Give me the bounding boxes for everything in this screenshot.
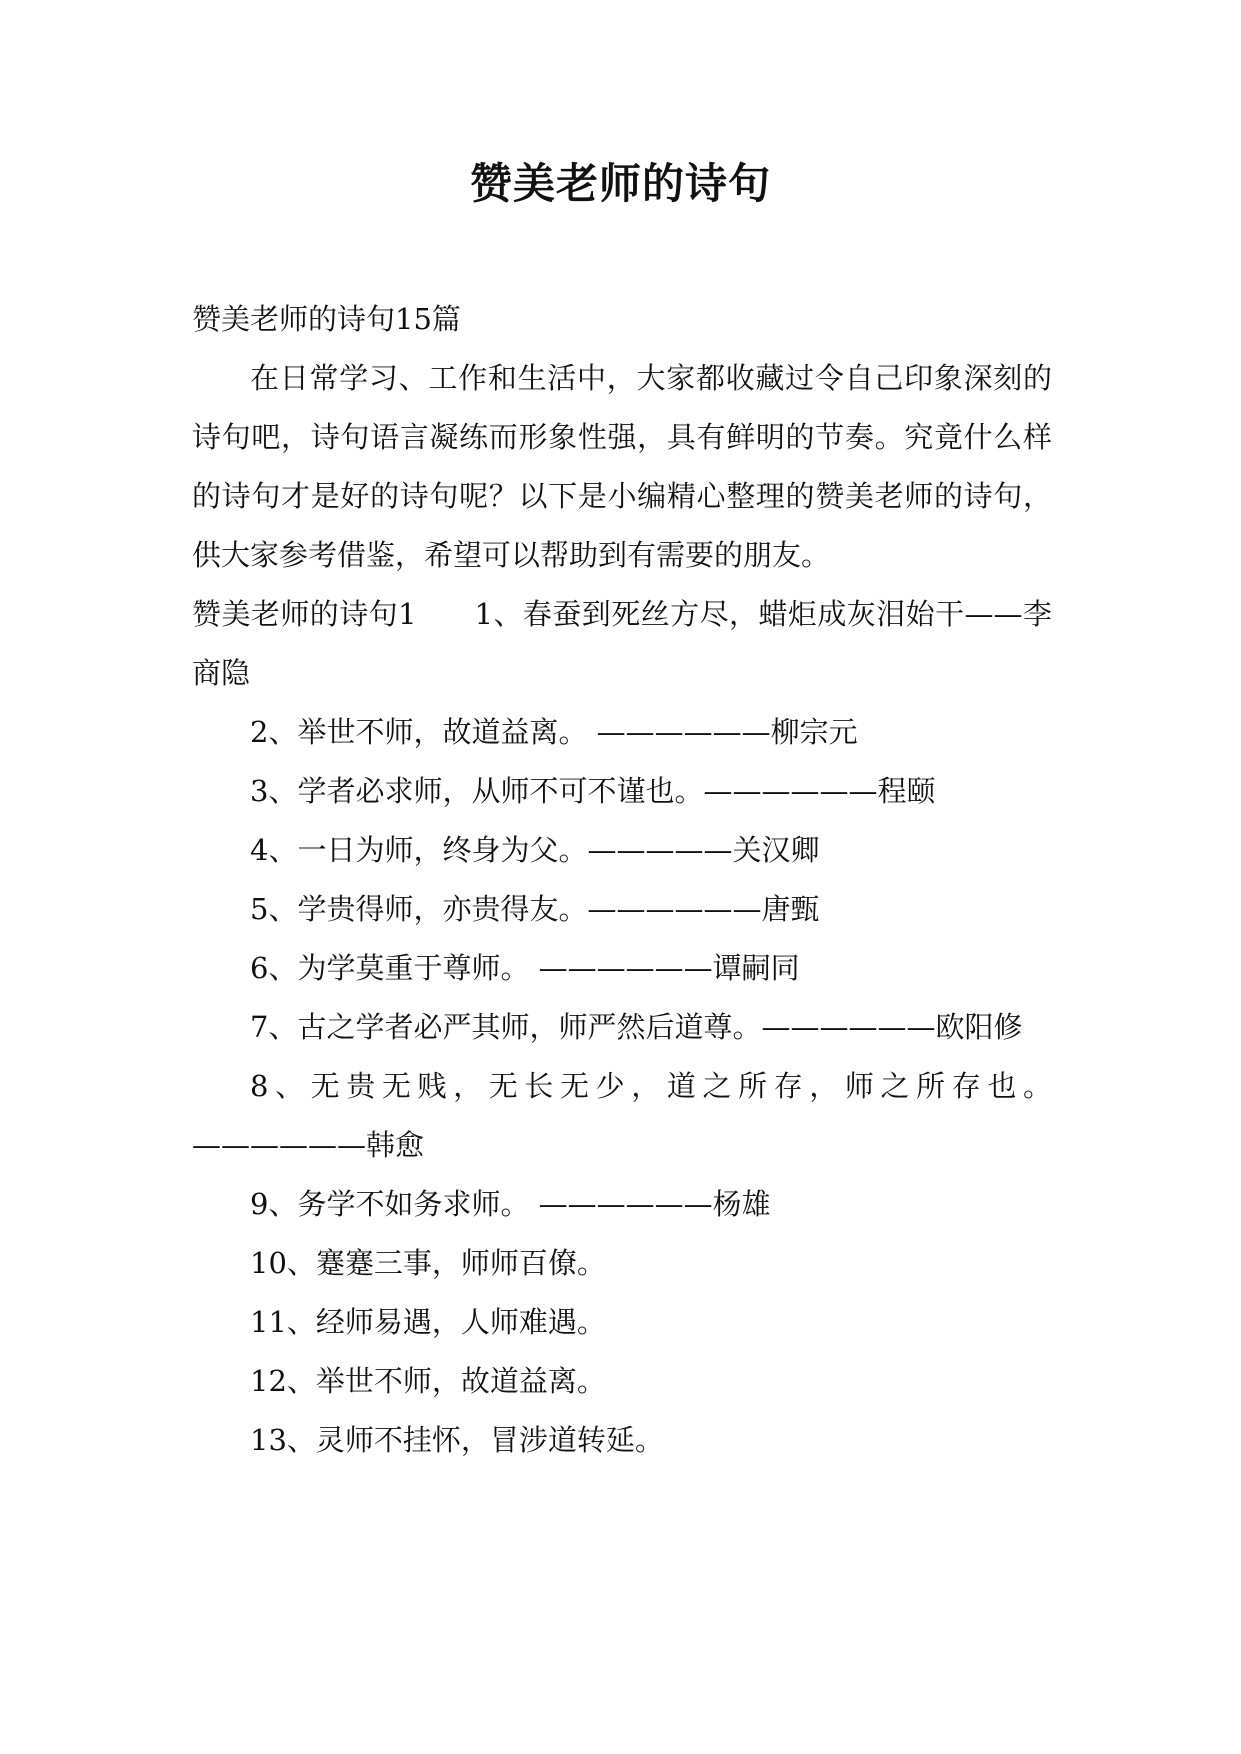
quote-item-4: 4、一日为师，终身为父。—————关汉卿 [250, 833, 820, 867]
quote-item-7: 7、古之学者必严其师，师严然后道尊。——————欧阳修 [250, 1010, 1023, 1044]
section-1-heading: 赞美老师的诗句1 [192, 597, 417, 631]
quote-item-13: 13、灵师不挂怀，冒涉道转延。 [250, 1423, 664, 1457]
quote-item-8: 8、无贵无贱，无长无少，道之所存，师之所存也。——————韩愈 [192, 1069, 1052, 1162]
quote-item-10: 10、蹇蹇三事，师师百僚。 [250, 1246, 606, 1280]
quote-item-1: 1、春蚕到死丝方尽，蜡炬成灰泪始干——李商隐 [192, 597, 1053, 690]
quote-item-11: 11、经师易遇，人师难遇。 [250, 1305, 606, 1339]
document-subtitle: 赞美老师的诗句15篇 [192, 302, 461, 336]
quote-item-9: 9、务学不如务求师。 ——————杨雄 [250, 1187, 771, 1221]
document-title: 赞美老师的诗句 [469, 159, 771, 208]
quote-item-3: 3、学者必求师，从师不可不谨也。——————程颐 [250, 774, 936, 808]
quote-item-2: 2、举世不师，故道益离。 ——————柳宗元 [250, 715, 858, 749]
document-body [192, 290, 1052, 1470]
quote-item-5: 5、学贵得师，亦贵得友。——————唐甄 [250, 892, 820, 926]
quote-item-6: 6、为学莫重于尊师。 ——————谭嗣同 [250, 951, 800, 985]
intro-paragraph: 在日常学习、工作和生活中，大家都收藏过令自己印象深刻的诗句吧，诗句语言凝练而形象性强，具有鲜明的节奏。究竟什么样的诗句才是好的诗句呢？以下是小编精心整理的赞美老师的诗句，供大家参考借鉴，希望可以帮助到有需要的朋友。 [192, 361, 1052, 572]
quote-item-12: 12、举世不师，故道益离。 [250, 1364, 606, 1398]
section-1-first-line [192, 585, 1052, 703]
